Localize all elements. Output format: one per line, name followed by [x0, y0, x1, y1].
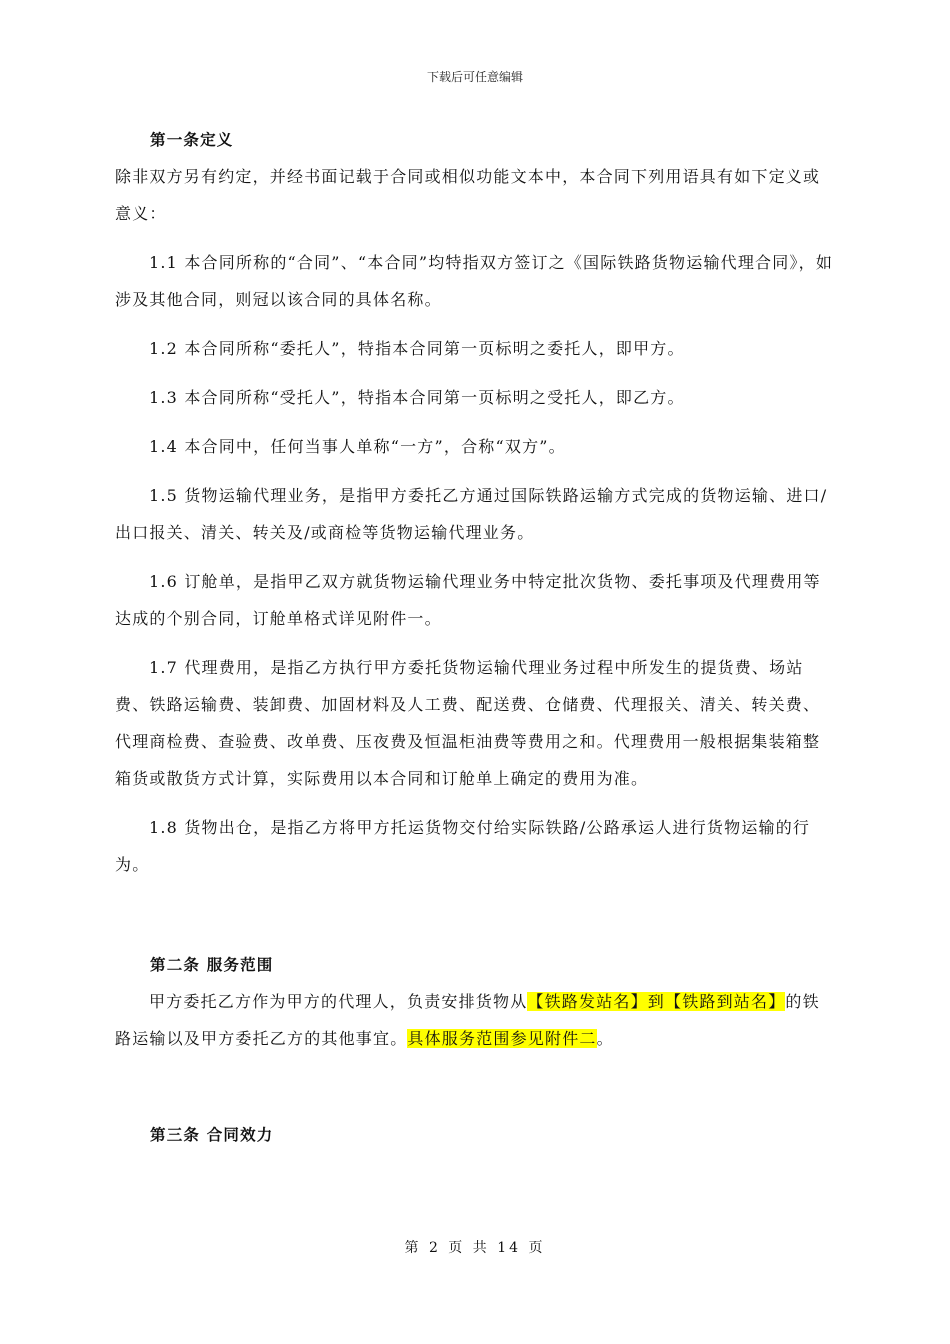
highlight-station-names: 【铁路发站名】到【铁路到站名】 — [527, 992, 786, 1011]
clause-1-8: 1.8 货物出仓，是指乙方将甲方托运货物交付给实际铁路/公路承运人进行货物运输的行为。 — [115, 818, 811, 874]
section-1-heading: 第一条定义 — [150, 131, 234, 149]
clause-1-6: 1.6 订舱单，是指甲乙双方就货物运输代理业务中特定批次货物、委托事项及代理费用等达成的个别合同，订舱单格式详见附件一。 — [115, 572, 821, 628]
clause-1-3: 1.3 本合同所称“受托人”，特指本合同第一页标明之受托人，即乙方。 — [149, 388, 685, 407]
page-header: 下载后可任意编辑 — [426, 70, 523, 84]
section-3-heading: 第三条 合同效力 — [150, 1126, 274, 1144]
clause-1-2: 1.2 本合同所称“委托人”，特指本合同第一页标明之委托人，即甲方。 — [149, 339, 685, 358]
page-number: 第 2 页 共 14 页 — [404, 1240, 546, 1256]
highlight-service-scope: 具体服务范围参见附件二 — [407, 1029, 597, 1048]
document-body — [115, 122, 835, 1153]
section-spacer — [115, 895, 835, 947]
section-spacer — [115, 1069, 835, 1117]
clause-1-1: 1.1 本合同所称的“合同”、“本合同”均特指双方签订之《国际铁路货物运输代理合同》，如涉及其他合同，则冠以该合同的具体名称。 — [115, 253, 834, 309]
section-2-text-end: 。 — [596, 1029, 614, 1048]
clause-1-4: 1.4 本合同中，任何当事人单称“一方”，合称“双方”。 — [149, 437, 566, 456]
section-1-intro: 除非双方另有约定，并经书面记载于合同或相似功能文本中，本合同下列用语具有如下定义或意义： — [115, 167, 821, 223]
clause-1-7: 1.7 代理费用，是指乙方执行甲方委托货物运输代理业务过程中所发生的提货费、场站费、铁路运输费、装卸费、加固材料及人工费、配送费、仓储费、代理报关、清关、转关费、代理商检费、查验费、改单费、压夜费及恒温柜油费等费用之和。代理费用一般根据集装箱整箱货或散货方式计算，实际费用以本合同和订舱单上确定的费用为准。 — [115, 658, 821, 788]
clause-1-5: 1.5 货物运输代理业务，是指甲方委托乙方通过国际铁路运输方式完成的货物运输、进口/出口报关、清关、转关及/或商检等货物运输代理业务。 — [115, 486, 828, 542]
section-2-heading: 第二条 服务范围 — [150, 956, 274, 974]
section-2-text-before: 甲方委托乙方作为甲方的代理人，负责安排货物从 — [149, 992, 528, 1011]
section-2-body — [115, 983, 835, 1057]
section-2-text-middle: 的铁路运输以及甲方委托乙方的其他事宜。 — [115, 992, 820, 1048]
